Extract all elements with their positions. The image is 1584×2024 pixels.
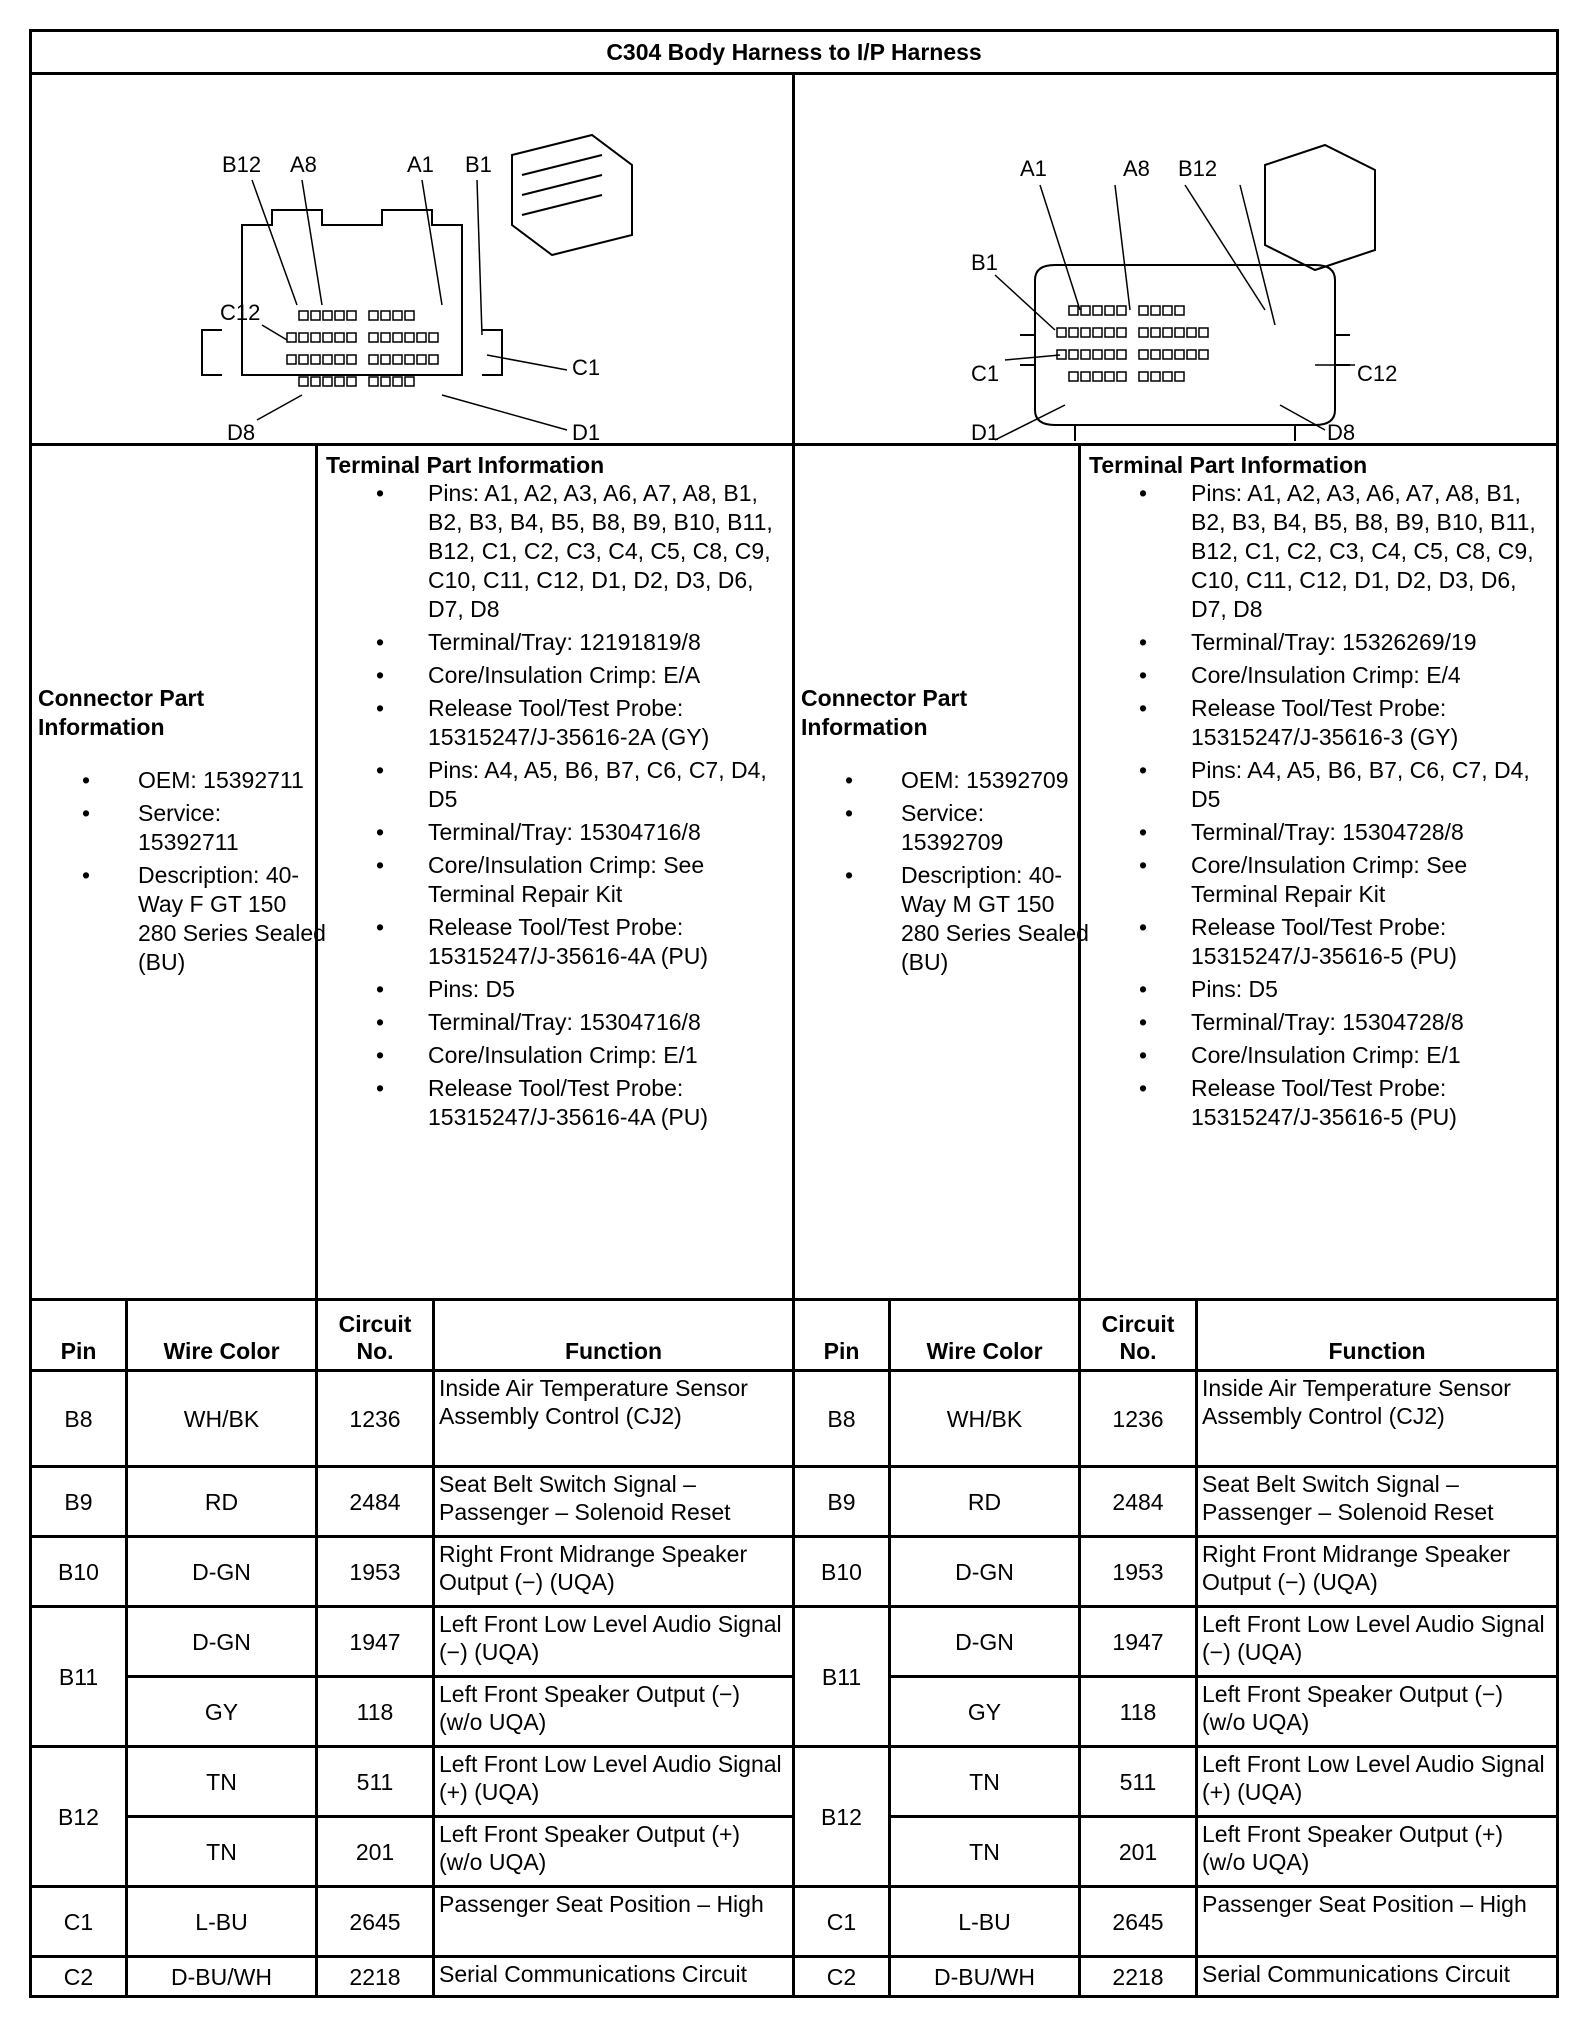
pin-label-d1: D1 — [971, 420, 1000, 441]
circuit-cell: 118 — [1080, 1677, 1197, 1747]
circuit-cell: 201 — [1080, 1817, 1197, 1887]
pin-cavity — [1175, 372, 1184, 381]
pin-cell: B11 — [794, 1607, 890, 1747]
pin-cavity — [335, 355, 344, 364]
table-row — [31, 1371, 1558, 1467]
pin-cavity — [299, 355, 308, 364]
list-item: • Pins: A1, A2, A3, A6, A7, A8, B1, B2, B3, B4, B5, B8, B9, B10, B11, B12, C1, C2, C3, C4, C5, C8, C9, C10, C11, C12, D1, D2, D3, D6, D7, D8 — [428, 479, 784, 624]
function-cell: Left Front Low Level Audio Signal (−) (UQA) — [1197, 1607, 1558, 1677]
wire-color-cell: TN — [127, 1817, 317, 1887]
pin-label-d1: D1 — [572, 420, 601, 441]
function-cell: Left Front Speaker Output (−) (w/o UQA) — [1197, 1677, 1558, 1747]
pin-label-c1: C1 — [572, 355, 601, 380]
circuit-cell: 1236 — [317, 1371, 434, 1467]
pin-cavity — [347, 355, 356, 364]
pin-cavity — [1081, 350, 1090, 359]
pin-cavity — [347, 311, 356, 320]
wire-color-cell: TN — [890, 1747, 1080, 1817]
circuit-cell: 2484 — [317, 1467, 434, 1537]
circuit-cell: 118 — [317, 1677, 434, 1747]
function-cell: Left Front Low Level Audio Signal (+) (UQA) — [434, 1747, 794, 1817]
pin-cavity — [381, 377, 390, 386]
male-connector-diagram — [794, 74, 1558, 445]
circuit-cell: 2645 — [1080, 1887, 1197, 1957]
pin-label-c12: C12 — [1357, 361, 1398, 386]
pin-cell: C2 — [794, 1957, 890, 1997]
left-connector-part-info — [31, 445, 326, 1300]
pin-label-c12: C12 — [220, 300, 261, 325]
pin-cavity — [369, 377, 378, 386]
left-terminal-part-info — [317, 445, 794, 1300]
function-cell: Inside Air Temperature Sensor Assembly Control (CJ2) — [434, 1371, 794, 1467]
pin-label-d8: D8 — [1327, 420, 1356, 441]
circuit-cell: 511 — [317, 1747, 434, 1817]
list-item: • Core/Insulation Crimp: E/1 — [428, 1041, 784, 1070]
page-title: C304 Body Harness to I/P Harness — [31, 31, 1558, 74]
pin-cavity — [311, 311, 320, 320]
pin-cavity — [1093, 372, 1102, 381]
pin-cell: C2 — [31, 1957, 127, 1997]
table-row — [31, 1607, 1558, 1677]
list-item: • Core/Insulation Crimp: See Terminal Repair Kit — [1191, 851, 1548, 909]
pin-cavity — [381, 333, 390, 342]
circuit-no-header: Circuit No. — [317, 1300, 434, 1371]
pin-cavity — [323, 311, 332, 320]
pin-label-b1: B1 — [465, 152, 492, 177]
function-cell: Left Front Low Level Audio Signal (−) (UQA) — [434, 1607, 794, 1677]
pin-cavity — [405, 311, 414, 320]
list-item: • Release Tool/Test Probe: 15315247/J-35616-5 (PU) — [1191, 913, 1548, 971]
pin-cavity — [1105, 350, 1114, 359]
pin-cavity — [417, 355, 426, 364]
terminal-part-heading: Terminal Part Information — [1089, 452, 1368, 478]
pin-label-b1: B1 — [971, 250, 998, 275]
pin-cavity — [335, 377, 344, 386]
pin-cell: B9 — [794, 1467, 890, 1537]
table-row — [31, 1887, 1558, 1957]
wire-color-cell: L-BU — [890, 1887, 1080, 1957]
pin-cavity — [1117, 306, 1126, 315]
function-cell: Seat Belt Switch Signal – Passenger – Solenoid Reset — [434, 1467, 794, 1537]
circuit-cell: 1236 — [1080, 1371, 1197, 1467]
circuit-cell: 2645 — [317, 1887, 434, 1957]
pin-cavity — [1175, 306, 1184, 315]
description-item: • Description: 40-Way F GT 150 280 Series Sealed (BU) — [138, 861, 328, 977]
function-cell: Seat Belt Switch Signal – Passenger – Solenoid Reset — [1197, 1467, 1558, 1537]
pin-cavity — [369, 311, 378, 320]
pin-cavity — [1069, 350, 1078, 359]
pin-cavity — [311, 333, 320, 342]
pin-cavity — [311, 355, 320, 364]
pin-cavity — [1081, 372, 1090, 381]
circuit-cell: 1953 — [317, 1537, 434, 1607]
pin-cell: B9 — [31, 1467, 127, 1537]
pin-cavity — [299, 311, 308, 320]
pin-cavity — [1117, 328, 1126, 337]
pin-cavity — [1139, 328, 1148, 337]
pin-cavity — [335, 333, 344, 342]
pin-cavity — [369, 333, 378, 342]
pin-cavity — [347, 333, 356, 342]
list-item: • Release Tool/Test Probe: 15315247/J-35616-3 (GY) — [1191, 694, 1548, 752]
function-cell: Serial Communications Circuit — [434, 1957, 794, 1997]
pin-label-b12: B12 — [222, 152, 262, 177]
wire-color-cell: TN — [127, 1747, 317, 1817]
pin-cavity — [299, 333, 308, 342]
connector-end-view-document — [29, 29, 1556, 2007]
pin-cavity — [1163, 328, 1172, 337]
function-cell: Right Front Midrange Speaker Output (−) (UQA) — [1197, 1537, 1558, 1607]
list-item: • Pins: D5 — [428, 975, 784, 1004]
pin-cavity — [429, 355, 438, 364]
pin-cavity — [299, 377, 308, 386]
circuit-cell: 511 — [1080, 1747, 1197, 1817]
wire-color-cell: D-BU/WH — [127, 1957, 317, 1997]
pin-cavity — [429, 333, 438, 342]
function-cell: Serial Communications Circuit — [1197, 1957, 1558, 1997]
wire-color-cell: TN — [890, 1817, 1080, 1887]
table-row — [31, 1747, 1558, 1817]
circuit-cell: 201 — [317, 1817, 434, 1887]
terminal-group-1 — [1089, 479, 1548, 752]
terminal-group-1 — [326, 479, 784, 752]
circuit-cell: 1953 — [1080, 1537, 1197, 1607]
wire-color-cell: D-GN — [890, 1607, 1080, 1677]
pin-cavity — [1151, 350, 1160, 359]
list-item: • Pins: A4, A5, B6, B7, C6, C7, D4, D5 — [1191, 756, 1548, 814]
pin-label-c1: C1 — [971, 361, 1000, 386]
wire-color-cell: RD — [890, 1467, 1080, 1537]
pin-cavity — [1175, 350, 1184, 359]
pin-cell: B8 — [794, 1371, 890, 1467]
function-cell: Inside Air Temperature Sensor Assembly Control (CJ2) — [1197, 1371, 1558, 1467]
pin-cell: B11 — [31, 1607, 127, 1747]
pin-header: Pin — [794, 1300, 890, 1371]
pin-cavity — [1081, 306, 1090, 315]
circuit-no-header: Circuit No. — [1080, 1300, 1197, 1371]
pin-cavity — [1163, 306, 1172, 315]
list-item: • Core/Insulation Crimp: E/A — [428, 661, 784, 690]
list-item: • Core/Insulation Crimp: E/1 — [1191, 1041, 1548, 1070]
pin-cavity — [417, 333, 426, 342]
terminal-group-2 — [326, 756, 784, 971]
pin-cavity — [1139, 306, 1148, 315]
pin-cavity — [1151, 306, 1160, 315]
pin-label-a8: A8 — [1123, 156, 1150, 181]
pin-cavity — [323, 355, 332, 364]
circuit-cell: 2484 — [1080, 1467, 1197, 1537]
connector-part-heading: Connector Part Information — [801, 685, 968, 740]
function-cell: Left Front Speaker Output (−) (w/o UQA) — [434, 1677, 794, 1747]
list-item: • Release Tool/Test Probe: 15315247/J-35616-4A (PU) — [428, 1074, 784, 1132]
pin-cavity — [405, 333, 414, 342]
pin-header: Pin — [31, 1300, 127, 1371]
pin-cell: B10 — [31, 1537, 127, 1607]
pin-table-header — [31, 1300, 1558, 1371]
pin-cell: C1 — [794, 1887, 890, 1957]
function-header: Function — [1197, 1300, 1558, 1371]
wire-color-cell: D-GN — [890, 1537, 1080, 1607]
pin-cavity — [287, 333, 296, 342]
pin-cavity — [323, 333, 332, 342]
pin-cavity — [1105, 372, 1114, 381]
connector-info-table — [29, 29, 1559, 1998]
service-item: • Service: 15392709 — [901, 799, 1091, 857]
circuit-cell: 2218 — [317, 1957, 434, 1997]
list-item: • Core/Insulation Crimp: See Terminal Repair Kit — [428, 851, 784, 909]
pin-cell: B8 — [31, 1371, 127, 1467]
wire-color-cell: RD — [127, 1467, 317, 1537]
pin-cavity — [381, 311, 390, 320]
wire-color-cell: D-BU/WH — [890, 1957, 1080, 1997]
service-item: • Service: 15392711 — [138, 799, 328, 857]
pin-label-b12: B12 — [1178, 156, 1218, 181]
pin-cavity — [369, 355, 378, 364]
list-item: • Terminal/Tray: 15304728/8 — [1191, 818, 1548, 847]
function-cell: Left Front Low Level Audio Signal (+) (UQA) — [1197, 1747, 1558, 1817]
list-item: • Terminal/Tray: 15304728/8 — [1191, 1008, 1548, 1037]
description-item: • Description: 40-Way M GT 150 280 Series Sealed (BU) — [901, 861, 1091, 977]
pin-cavity — [1093, 306, 1102, 315]
terminal-group-3 — [326, 975, 784, 1132]
function-cell: Right Front Midrange Speaker Output (−) (UQA) — [434, 1537, 794, 1607]
pin-cavity — [1117, 350, 1126, 359]
terminal-part-heading: Terminal Part Information — [326, 452, 605, 478]
list-item: • Terminal/Tray: 15304716/8 — [428, 818, 784, 847]
pin-cell: C1 — [31, 1887, 127, 1957]
pin-cavity — [1151, 372, 1160, 381]
pin-cavity — [1151, 328, 1160, 337]
wire-color-cell: WH/BK — [890, 1371, 1080, 1467]
connector-part-list — [32, 766, 328, 981]
pin-cavity — [393, 377, 402, 386]
table-row — [31, 1537, 1558, 1607]
circuit-cell: 1947 — [317, 1607, 434, 1677]
right-terminal-part-info — [1080, 445, 1558, 1300]
pin-cavity — [347, 377, 356, 386]
terminal-group-3 — [1089, 975, 1548, 1132]
pin-cavity — [1199, 328, 1208, 337]
pin-label-d8: D8 — [227, 420, 256, 441]
pin-cavity — [1187, 350, 1196, 359]
list-item: • Terminal/Tray: 15326269/19 — [1191, 628, 1548, 657]
pin-cavity — [1139, 350, 1148, 359]
pin-cell: B12 — [31, 1747, 127, 1887]
pin-cavity — [1105, 328, 1114, 337]
circuit-cell: 1947 — [1080, 1607, 1197, 1677]
list-item: • Release Tool/Test Probe: 15315247/J-35616-5 (PU) — [1191, 1074, 1548, 1132]
function-header: Function — [434, 1300, 794, 1371]
wire-color-cell: D-GN — [127, 1607, 317, 1677]
pin-cavity — [335, 311, 344, 320]
wire-color-header: Wire Color — [890, 1300, 1080, 1371]
wire-color-cell: L-BU — [127, 1887, 317, 1957]
pin-cavity — [1093, 328, 1102, 337]
list-item: • Release Tool/Test Probe: 15315247/J-35616-4A (PU) — [428, 913, 784, 971]
pin-cavity — [393, 355, 402, 364]
pin-cell: B12 — [794, 1747, 890, 1887]
pin-label-a1: A1 — [1020, 156, 1047, 181]
pin-cavity — [393, 311, 402, 320]
pin-cavity — [1069, 328, 1078, 337]
pin-cavity — [1081, 328, 1090, 337]
pin-cavity — [405, 355, 414, 364]
pin-label-a8: A8 — [290, 152, 317, 177]
table-row — [31, 1467, 1558, 1537]
pin-cavity — [1093, 350, 1102, 359]
pin-cavity — [1163, 372, 1172, 381]
list-item: • Terminal/Tray: 12191819/8 — [428, 628, 784, 657]
pin-cavity — [1069, 306, 1078, 315]
pin-cavity — [1199, 350, 1208, 359]
wire-color-header: Wire Color — [127, 1300, 317, 1371]
function-cell: Left Front Speaker Output (+) (w/o UQA) — [1197, 1817, 1558, 1887]
terminal-group-2 — [1089, 756, 1548, 971]
oem-item: • OEM: 15392711 — [138, 766, 328, 795]
list-item: • Terminal/Tray: 15304716/8 — [428, 1008, 784, 1037]
list-item: • Release Tool/Test Probe: 15315247/J-35616-2A (GY) — [428, 694, 784, 752]
list-item: • Pins: A4, A5, B6, B7, C6, C7, D4, D5 — [428, 756, 784, 814]
wire-color-cell: GY — [127, 1677, 317, 1747]
pin-cavity — [1175, 328, 1184, 337]
wire-color-cell: GY — [890, 1677, 1080, 1747]
pin-cavity — [311, 377, 320, 386]
pin-cavity — [1105, 306, 1114, 315]
pin-cavity — [1139, 372, 1148, 381]
wire-color-cell: D-GN — [127, 1537, 317, 1607]
pin-cavity — [1117, 372, 1126, 381]
function-cell: Left Front Speaker Output (+) (w/o UQA) — [434, 1817, 794, 1887]
list-item: • Core/Insulation Crimp: E/4 — [1191, 661, 1548, 690]
function-cell: Passenger Seat Position – High — [434, 1887, 794, 1957]
oem-item: • OEM: 15392709 — [901, 766, 1091, 795]
pin-cavity — [1069, 372, 1078, 381]
pin-cavity — [1163, 350, 1172, 359]
pin-cavity — [287, 355, 296, 364]
pin-cell: B10 — [794, 1537, 890, 1607]
function-cell: Passenger Seat Position – High — [1197, 1887, 1558, 1957]
list-item: • Pins: D5 — [1191, 975, 1548, 1004]
connector-part-list — [795, 766, 1091, 981]
table-row — [31, 1957, 1558, 1997]
pin-table-body — [31, 1371, 1558, 1997]
pin-cavity — [323, 377, 332, 386]
circuit-cell: 2218 — [1080, 1957, 1197, 1997]
pin-cavity — [1057, 328, 1066, 337]
list-item: • Pins: A1, A2, A3, A6, A7, A8, B1, B2, B3, B4, B5, B8, B9, B10, B11, B12, C1, C2, C3, C4, C5, C8, C9, C10, C11, C12, D1, D2, D3, D6, D7, D8 — [1191, 479, 1548, 624]
connector-part-heading: Connector Part Information — [38, 685, 205, 740]
pin-cavity — [1187, 328, 1196, 337]
pin-cavity — [381, 355, 390, 364]
pin-cavity — [393, 333, 402, 342]
female-connector-diagram — [31, 74, 794, 445]
pin-cavity — [405, 377, 414, 386]
right-connector-part-info — [794, 445, 1089, 1300]
wire-color-cell: WH/BK — [127, 1371, 317, 1467]
pin-label-a1: A1 — [407, 152, 434, 177]
